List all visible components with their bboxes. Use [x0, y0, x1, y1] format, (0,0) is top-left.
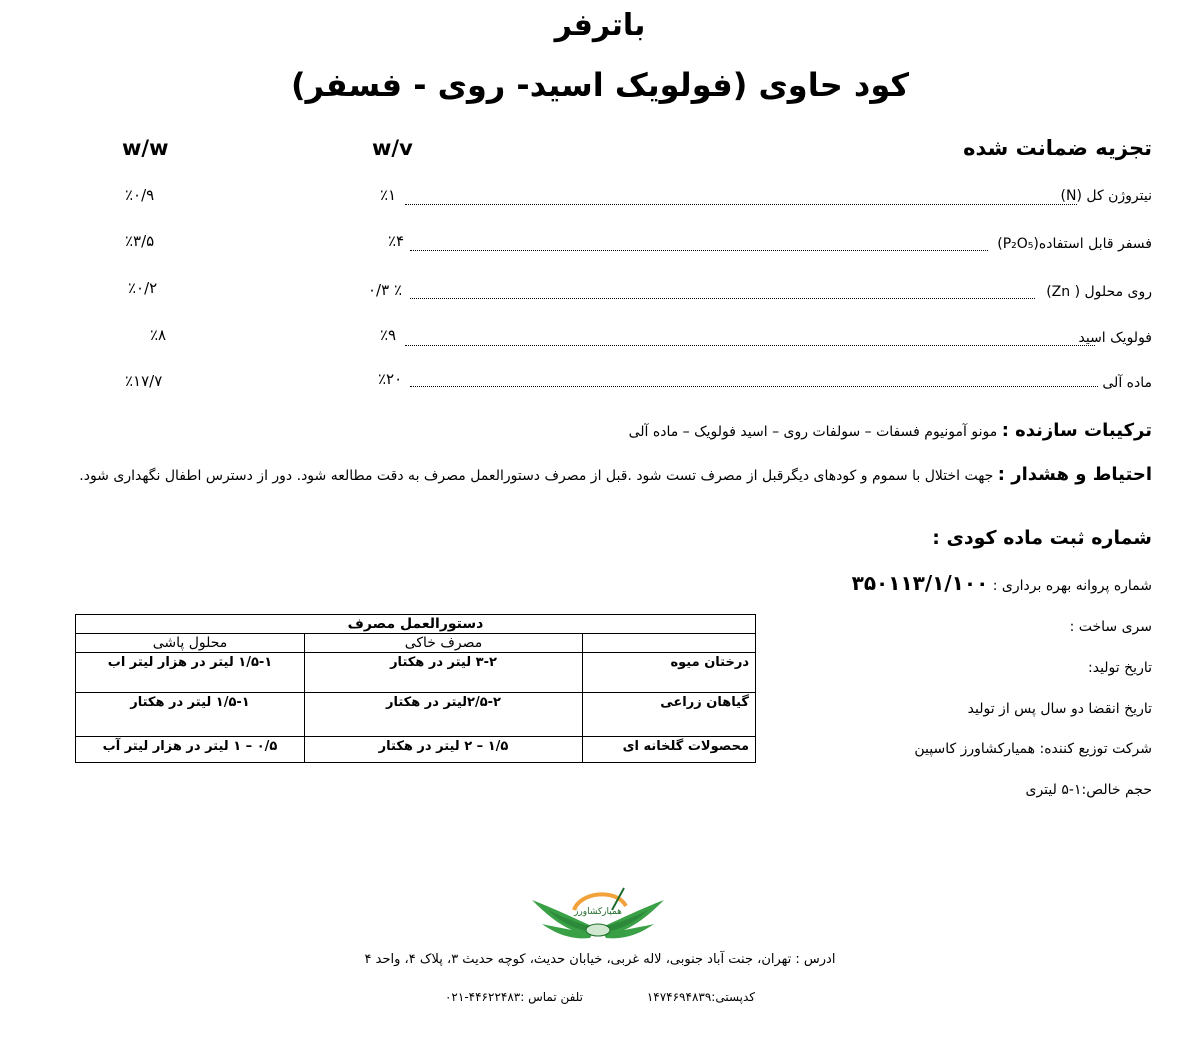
soil-cell: ۱/۵ – ۲ لیتر در هکتار — [305, 737, 583, 763]
spray-cell: ۱/۵-۱ لیتر در هکتار — [76, 693, 305, 737]
usage-table — [75, 614, 756, 763]
spray-cell: ۰/۵ – ۱ لیتر در هزار لیتر آب — [76, 737, 305, 763]
analysis-row-wv: ٪۱ — [380, 186, 397, 204]
registration-title: شماره ثبت ماده کودی : — [932, 527, 1152, 549]
column-header-wv: w/v — [372, 136, 413, 160]
usage-table-title-row — [76, 615, 756, 634]
analysis-row-label: فولویک اسید — [1078, 330, 1152, 346]
analysis-row-wv: ٪۴ — [388, 232, 405, 250]
logo-text: همیارکشاورز — [574, 907, 622, 917]
crop-cell: درختان میوه — [583, 653, 756, 693]
production-date-label: تاریخ تولید: — [1088, 660, 1152, 676]
analysis-row-label: روی محلول ( Zn) — [1046, 284, 1152, 300]
warning-section — [76, 464, 1152, 487]
dotted-leader — [405, 204, 1077, 205]
analysis-title: تجزیه ضمانت شده — [963, 136, 1152, 160]
ingredients-text: مونو آمونیوم فسفات – سولفات روی – اسید فولویک – ماده آلی — [628, 424, 998, 440]
dotted-leader — [405, 345, 1095, 346]
analysis-row-label: ماده آلی — [1102, 375, 1152, 391]
crop-cell: گیاهان زراعی — [583, 693, 756, 737]
spray-column-header: محلول پاشی — [76, 634, 305, 653]
postal-code: کدپستی:۱۴۷۴۶۹۴۸۳۹ — [646, 990, 756, 1004]
spray-cell: ۱/۵-۱ لیتر در هزار لیتر اب — [76, 653, 305, 693]
dotted-leader — [410, 386, 1098, 387]
dotted-leader — [410, 298, 1035, 299]
analysis-row-ww: ٪۳/۵ — [125, 232, 155, 250]
analysis-row-label: نیتروژن کل (N) — [1060, 188, 1152, 204]
contact-line — [0, 990, 1200, 1004]
usage-table-header-row — [76, 634, 756, 653]
soil-cell: ۳-۲ لیتر در هکتار — [305, 653, 583, 693]
dotted-leader — [410, 250, 988, 251]
company-logo — [528, 880, 668, 950]
analysis-row-wv: ٪۹ — [380, 326, 397, 344]
ingredients-section — [52, 420, 1152, 443]
license-label: شماره پروانه بهره برداری : — [992, 578, 1152, 594]
winged-handshake-logo-icon — [528, 880, 668, 950]
analysis-row-ww: ٪۰/۹ — [125, 186, 155, 204]
column-header-ww: w/w — [122, 136, 169, 160]
address-text: ادرس : تهران، جنت آباد جنوبی، لاله غربی، خیابان حدیث، کوچه حدیث ۳، پلاک ۴، واحد ۴ — [364, 952, 836, 967]
analysis-row-wv: ٪۲۰ — [378, 370, 403, 388]
soil-cell: ۲/۵-۲لیتر در هکتار — [305, 693, 583, 737]
analysis-row-label: فسفر قابل استفاده(P₂O₅) — [997, 236, 1152, 252]
expiry-text: تاریخ انقضا دو سال پس از تولید — [967, 701, 1152, 717]
warning-text: جهت اختلال با سموم و کودهای دیگرقبل از مصرف تست شود .قبل از مصرف دستورالعمل مصرف به دقت مطالعه شود. دور از دسترس اطفال نگهداری شود. — [79, 468, 994, 484]
table-row — [76, 693, 756, 737]
crop-cell: محصولات گلخانه ای — [583, 737, 756, 763]
warning-label: احتیاط و هشدار : — [997, 464, 1152, 485]
table-row — [76, 737, 756, 763]
phone-number: تلفن تماس :۴۴۶۲۲۴۸۳-۰۲۱ — [444, 990, 583, 1004]
ingredients-label: ترکیبات سازنده : — [1001, 420, 1152, 441]
volume-text: حجم خالص:۱-۵ لیتری — [1025, 782, 1152, 798]
soil-column-header: مصرف خاکی — [305, 634, 583, 653]
analysis-row-ww: ٪۸ — [150, 326, 167, 344]
analysis-row-ww: ٪۱۷/۷ — [125, 372, 163, 390]
product-name: باترفر — [554, 8, 646, 43]
license-number: ۳۵۰۱۱۳/۱/۱۰۰ — [851, 571, 989, 595]
analysis-row-ww: ٪۰/۲ — [128, 279, 158, 297]
usage-table-title: دستورالعمل مصرف — [76, 615, 756, 634]
license-line — [852, 571, 1152, 595]
crop-column-header — [583, 634, 756, 653]
product-subtitle: کود حاوی (فولویک اسید- روی - فسفر) — [291, 66, 909, 104]
series-label: سری ساخت : — [1069, 619, 1152, 635]
table-row — [76, 653, 756, 693]
analysis-row-wv: ٪ ۰/۳ — [368, 281, 402, 299]
distributor-text: شرکت توزیع کننده: همیارکشاورز کاسپین — [914, 741, 1152, 757]
